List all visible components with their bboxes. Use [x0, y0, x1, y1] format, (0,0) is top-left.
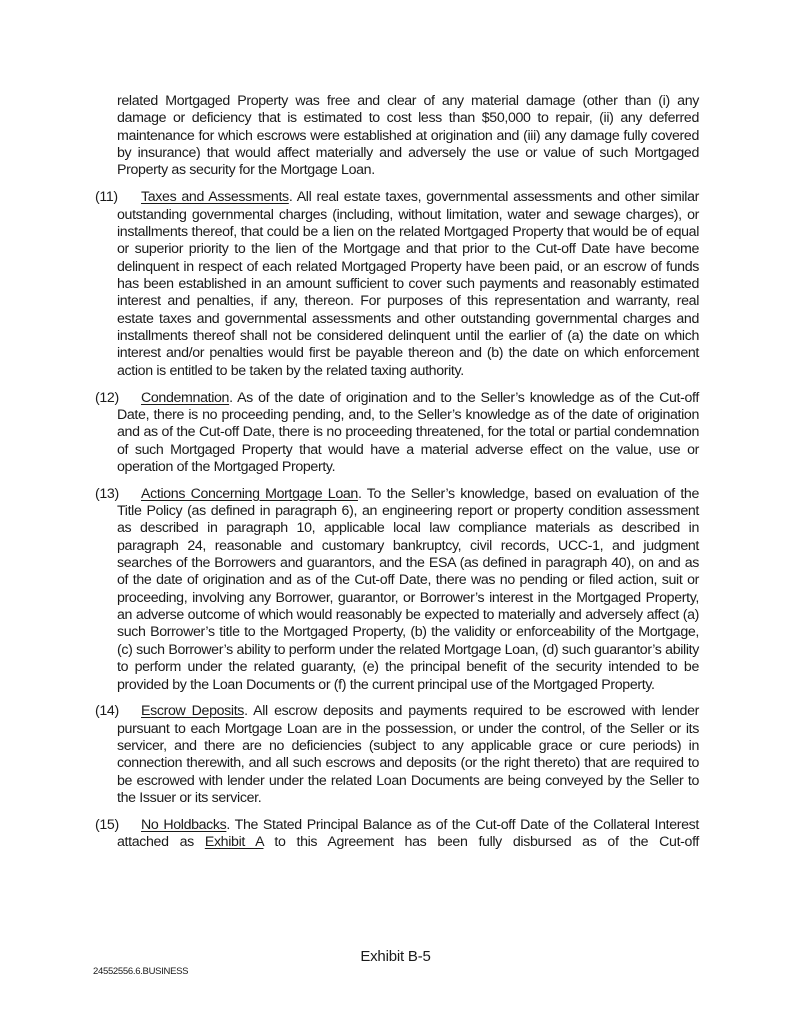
section-body: . The Stated Principal Balance as of the Cut-off Date of the Collateral Interest attached as	[117, 816, 699, 851]
section-number: (13)	[95, 485, 119, 502]
continuation-paragraph: related Mortgaged Property was free and clear of any material damage (other than (i) any damage or deficiency that is estimated to cost less than $50,000 to repair, (ii) any deferred maintenance for which escrows were established at origination and (iii) any damage fully covered by insurance) that would affect materially and adversely the use or value of such Mortgaged Property as security for the Mortgage Loan.	[117, 93, 699, 179]
section-number: (11)	[95, 189, 118, 206]
section-heading: Condemnation	[141, 389, 230, 406]
footer-page-label: Exhibit B-5	[360, 948, 431, 965]
section-body-continued: to this Agreement has been fully disbursed as of the Cut-off	[263, 834, 699, 851]
section-15-no-holdbacks	[95, 817, 699, 852]
section-heading: Actions Concerning Mortgage Loan	[141, 485, 358, 502]
section-heading: Escrow Deposits	[141, 703, 245, 720]
section-14-escrow-deposits	[95, 703, 699, 807]
section-number: (15)	[95, 816, 119, 833]
document-body	[95, 93, 699, 852]
section-heading: Taxes and Assessments	[141, 189, 289, 206]
footer-document-id: 24552556.6.BUSINESS	[93, 966, 189, 977]
section-12-condemnation	[95, 390, 699, 477]
section-number: (14)	[95, 703, 119, 720]
section-body: . To the Seller’s knowledge, based on evaluation of the Title Policy (as defined in paragraph 6), an engineering report or property condition assessment as described in paragraph 10, applicable local law compliance materials as described in paragraph 24, reasonable and customary bankruptcy, civil records, UCC-1, and judgment searches of the Borrowers and guarantors, and the ESA (as defined in paragraph 40), on and as of the date of origination and as of the Cut-off Date, there was no pending or filed action, suit or proceeding, involving any Borrower, guarantor, or Borrower’s interest in the Mortgaged Property, an adverse outcome of which would reasonably be expected to materially and adversely affect (a) such Borrower’s title to the Mortgaged Property, (b) the validity or enforceability of the Mortgage, (c) such Borrower’s ability to perform under the related Mortgage Loan, (d) such guarantor’s ability to perform under the related guaranty, (e) the principal benefit of the security intended to be provided by the Loan Documents or (f) the current principal use of the Mortgaged Property.	[117, 485, 699, 693]
section-body: . All real estate taxes, governmental assessments and other similar outstanding governmental charges (including, without limitation, water and sewage charges), or installments thereof, that could be a lien on the related Mortgaged Property that would be of equal or superior priority to the lien of the Mortgage and that prior to the Cut-off Date have become delinquent in respect of each related Mortgaged Property have been paid, or an escrow of funds has been established in an amount sufficient to cover such payments and reasonably estimated interest and penalties, if any, thereon. For purposes of this representation and warranty, real estate taxes and governmental assessments and other outstanding governmental charges and installments thereof shall not be considered delinquent until the earlier of (a) the date on which interest and/or penalties would first be payable thereon and (b) the date on which enforcement action is entitled to be taken by the related taxing authority.	[117, 189, 699, 379]
section-11-taxes-and-assessments	[95, 189, 699, 380]
section-body: . As of the date of origination and to the Seller’s knowledge as of the Cut-off Date, there is no proceeding pending, and, to the Seller’s knowledge as of the date of origination and as of the Cut-off Date, there is no proceeding threatened, for the total or partial condemnation of such Mortgaged Property that would have a material adverse effect on the value, use or operation of the Mortgaged Property.	[117, 389, 699, 475]
section-number: (12)	[95, 389, 119, 406]
section-13-actions-concerning-mortgage-loan	[95, 486, 699, 694]
exhibit-a-reference: Exhibit A	[204, 834, 264, 851]
section-body: . All escrow deposits and payments required to be escrowed with lender pursuant to each Mortgage Loan are in the possession, or under the control, of the Seller or its servicer, and there are no deficiencies (subject to any applicable grace or cure periods) in connection therewith, and all such escrows and deposits (or the right thereto) that are required to be escrowed with lender under the related Loan Documents are being conveyed by the Seller to the Issuer or its servicer.	[117, 703, 699, 807]
section-heading: No Holdbacks	[141, 816, 227, 833]
